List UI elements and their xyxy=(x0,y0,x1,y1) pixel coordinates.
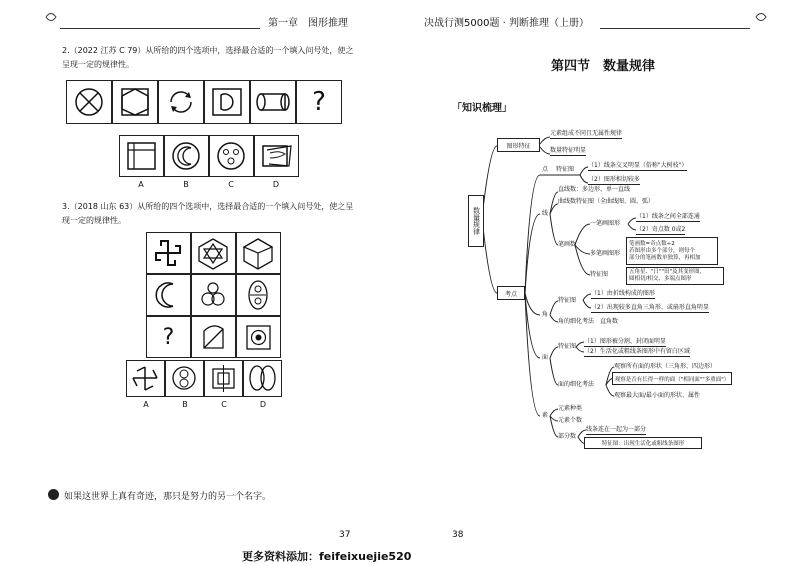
yibi-item-2: （2）奇点数 0或2 xyxy=(636,226,686,233)
mindmap-connectors xyxy=(400,0,800,540)
q3-cell-6 xyxy=(236,274,281,316)
node-mian: 面 xyxy=(542,354,549,361)
node-dian: 点 xyxy=(542,166,549,173)
q3-text-line1: 3.（2018 山东 63）从所给的四个选项中，选择最合适的一个填入问号处，使之呈 xyxy=(62,202,354,211)
node-xian: 线 xyxy=(542,210,549,217)
yibi-item-1: （1）线条之间全部连通 xyxy=(636,213,700,220)
node-kaodian: 考点 xyxy=(497,286,525,300)
mian-more: 面的细化考法 xyxy=(558,381,595,388)
q3-cell-9 xyxy=(236,316,281,358)
q3-question-mark: ? xyxy=(146,316,191,358)
q3-option-c-figure[interactable] xyxy=(204,360,243,397)
q2-option-b-figure[interactable] xyxy=(164,135,209,177)
duobi-item-3: 部分的笔画数单独算，再相加 xyxy=(629,254,701,261)
jiao-item-1: （1）由折线构成的图形 xyxy=(591,290,655,297)
bihua-node: 笔画数 xyxy=(558,241,577,248)
yibi-node: 一笔画图形 xyxy=(590,220,621,227)
q3-cell-8 xyxy=(191,316,236,358)
q3-option-a-figure[interactable] xyxy=(126,360,165,397)
feature-item-1: 元素组成不同且无属性规律 xyxy=(550,130,623,137)
q2-option-b-label: B xyxy=(183,180,189,189)
q2-option-d-figure[interactable] xyxy=(254,135,299,177)
mian-more-item-3: 观察最大面/最小面的形状、属性 xyxy=(614,392,701,399)
xian-item-1: 直线数：多边形、单一直线 xyxy=(558,186,631,193)
mindmap-root-label: 数量规律 xyxy=(472,207,481,235)
jiao-tezheng: 特征图 xyxy=(558,297,577,304)
q2-text-line1: 2.（2022 江苏 C 79）从所给的四个选项中，选择最合适的一个填入问号处，使之 xyxy=(62,46,354,55)
ornament-icon xyxy=(44,10,58,24)
bufen-item-1: 线条连在一起为一部分 xyxy=(586,426,647,433)
q3-cell-5 xyxy=(191,274,236,316)
chapter-header: 第一章 图形推理 xyxy=(268,18,348,29)
dian-tezheng: 特征图 xyxy=(556,166,575,173)
q3-cell-2 xyxy=(191,232,236,274)
left-page xyxy=(0,0,400,540)
knowledge-heading: 「知识梳理」 xyxy=(452,103,512,114)
duobi-box xyxy=(626,237,718,265)
q2-option-c-label: C xyxy=(228,180,234,189)
jiao-item-2: （2）出现较多直角三角形、或扇形直角明显 xyxy=(591,304,709,311)
duobi-item-2: 若图形由多个部分，则每个 xyxy=(629,247,696,254)
header-rule xyxy=(60,28,260,29)
q3-option-d-label: D xyxy=(259,400,267,409)
q2-figure-4 xyxy=(204,80,250,124)
su-item-2: 元素个数 xyxy=(558,417,583,424)
q3-option-a-label: A xyxy=(143,400,149,409)
q2-option-a-label: A xyxy=(138,180,144,189)
feature-item-2: 数量特征明显 xyxy=(550,147,587,154)
q2-option-c-figure[interactable] xyxy=(209,135,254,177)
xian-item-2: 曲线数特征图（全曲线图、圆、弧） xyxy=(558,198,655,205)
mian-item-1: （1）图形被分割、封闭面明显 xyxy=(584,338,666,345)
q3-cell-3 xyxy=(236,232,281,274)
wu-box xyxy=(626,267,724,285)
book-header: 决战行测5000题 · 判断推理（上册） xyxy=(424,18,589,29)
jiao-more: 角的细化考法 直角数 xyxy=(558,318,619,325)
bufen-node: 部分数 xyxy=(558,433,577,440)
q2-figure-1 xyxy=(66,80,112,124)
bufen-item-2: 特征图：出现生活化或粗线条图形 xyxy=(584,437,702,449)
dian-item-1: （1）线条交叉明显（俗称"大树枝"） xyxy=(588,162,688,169)
su-item-1: 元素种类 xyxy=(558,405,583,412)
page-number-left: 37 xyxy=(339,530,351,540)
dian-item-2: （2）图形相切较多 xyxy=(588,176,640,183)
q2-figure-2 xyxy=(112,80,158,124)
wu-tezheng: 特征图 xyxy=(590,271,609,278)
mian-more-item-1: 观察所有面的形状（三角形、四边形） xyxy=(614,363,717,370)
q3-option-d-figure[interactable] xyxy=(243,360,282,397)
q2-option-d-label: D xyxy=(272,180,280,189)
q2-text-line2: 呈现一定的规律性。 xyxy=(62,60,134,69)
right-page xyxy=(400,0,800,540)
node-feature: 图形特征 xyxy=(497,138,540,152)
q3-option-b-label: B xyxy=(182,400,188,409)
q3-option-b-figure[interactable] xyxy=(165,360,204,397)
q3-text-line2: 现一定的规律性。 xyxy=(62,216,126,225)
duobi-node: 多笔画图形 xyxy=(590,250,621,257)
mindmap-root xyxy=(468,195,484,247)
quote-bullet-icon xyxy=(48,489,59,500)
q2-option-a-figure[interactable] xyxy=(119,135,164,177)
q3-cell-4 xyxy=(146,274,191,316)
footer-contact: 更多资料添加：feifeixuejie520 xyxy=(242,550,412,563)
mian-tezheng: 特征图 xyxy=(558,343,577,350)
mian-more-item-2: 观察是否有长得一样的面（"相同面""多重面"） xyxy=(612,372,732,385)
q3-option-c-label: C xyxy=(221,400,227,409)
mian-item-2: （2）生活化或粗线条图形中有留白区域 xyxy=(584,348,690,355)
q2-question-mark: ? xyxy=(296,80,342,124)
node-jiao: 角 xyxy=(542,311,549,318)
q3-cell-1 xyxy=(146,232,191,274)
section-title: 第四节 数量规律 xyxy=(551,59,656,74)
q2-figure-3 xyxy=(158,80,204,124)
page-number-right: 38 xyxy=(452,530,464,540)
duobi-item-1: 笔画数=奇点数÷2 xyxy=(629,240,675,247)
motivational-quote: 如果这世界上真有奇迹，那只是努力的另一个名字。 xyxy=(64,492,272,502)
q2-figure-5 xyxy=(250,80,296,124)
node-su: 素 xyxy=(542,412,549,419)
wu-item-2: 圆相切/相交、多端点图形 xyxy=(629,276,692,282)
wu-item-1: 五角星、"日""田"及其变形图， xyxy=(629,269,706,275)
